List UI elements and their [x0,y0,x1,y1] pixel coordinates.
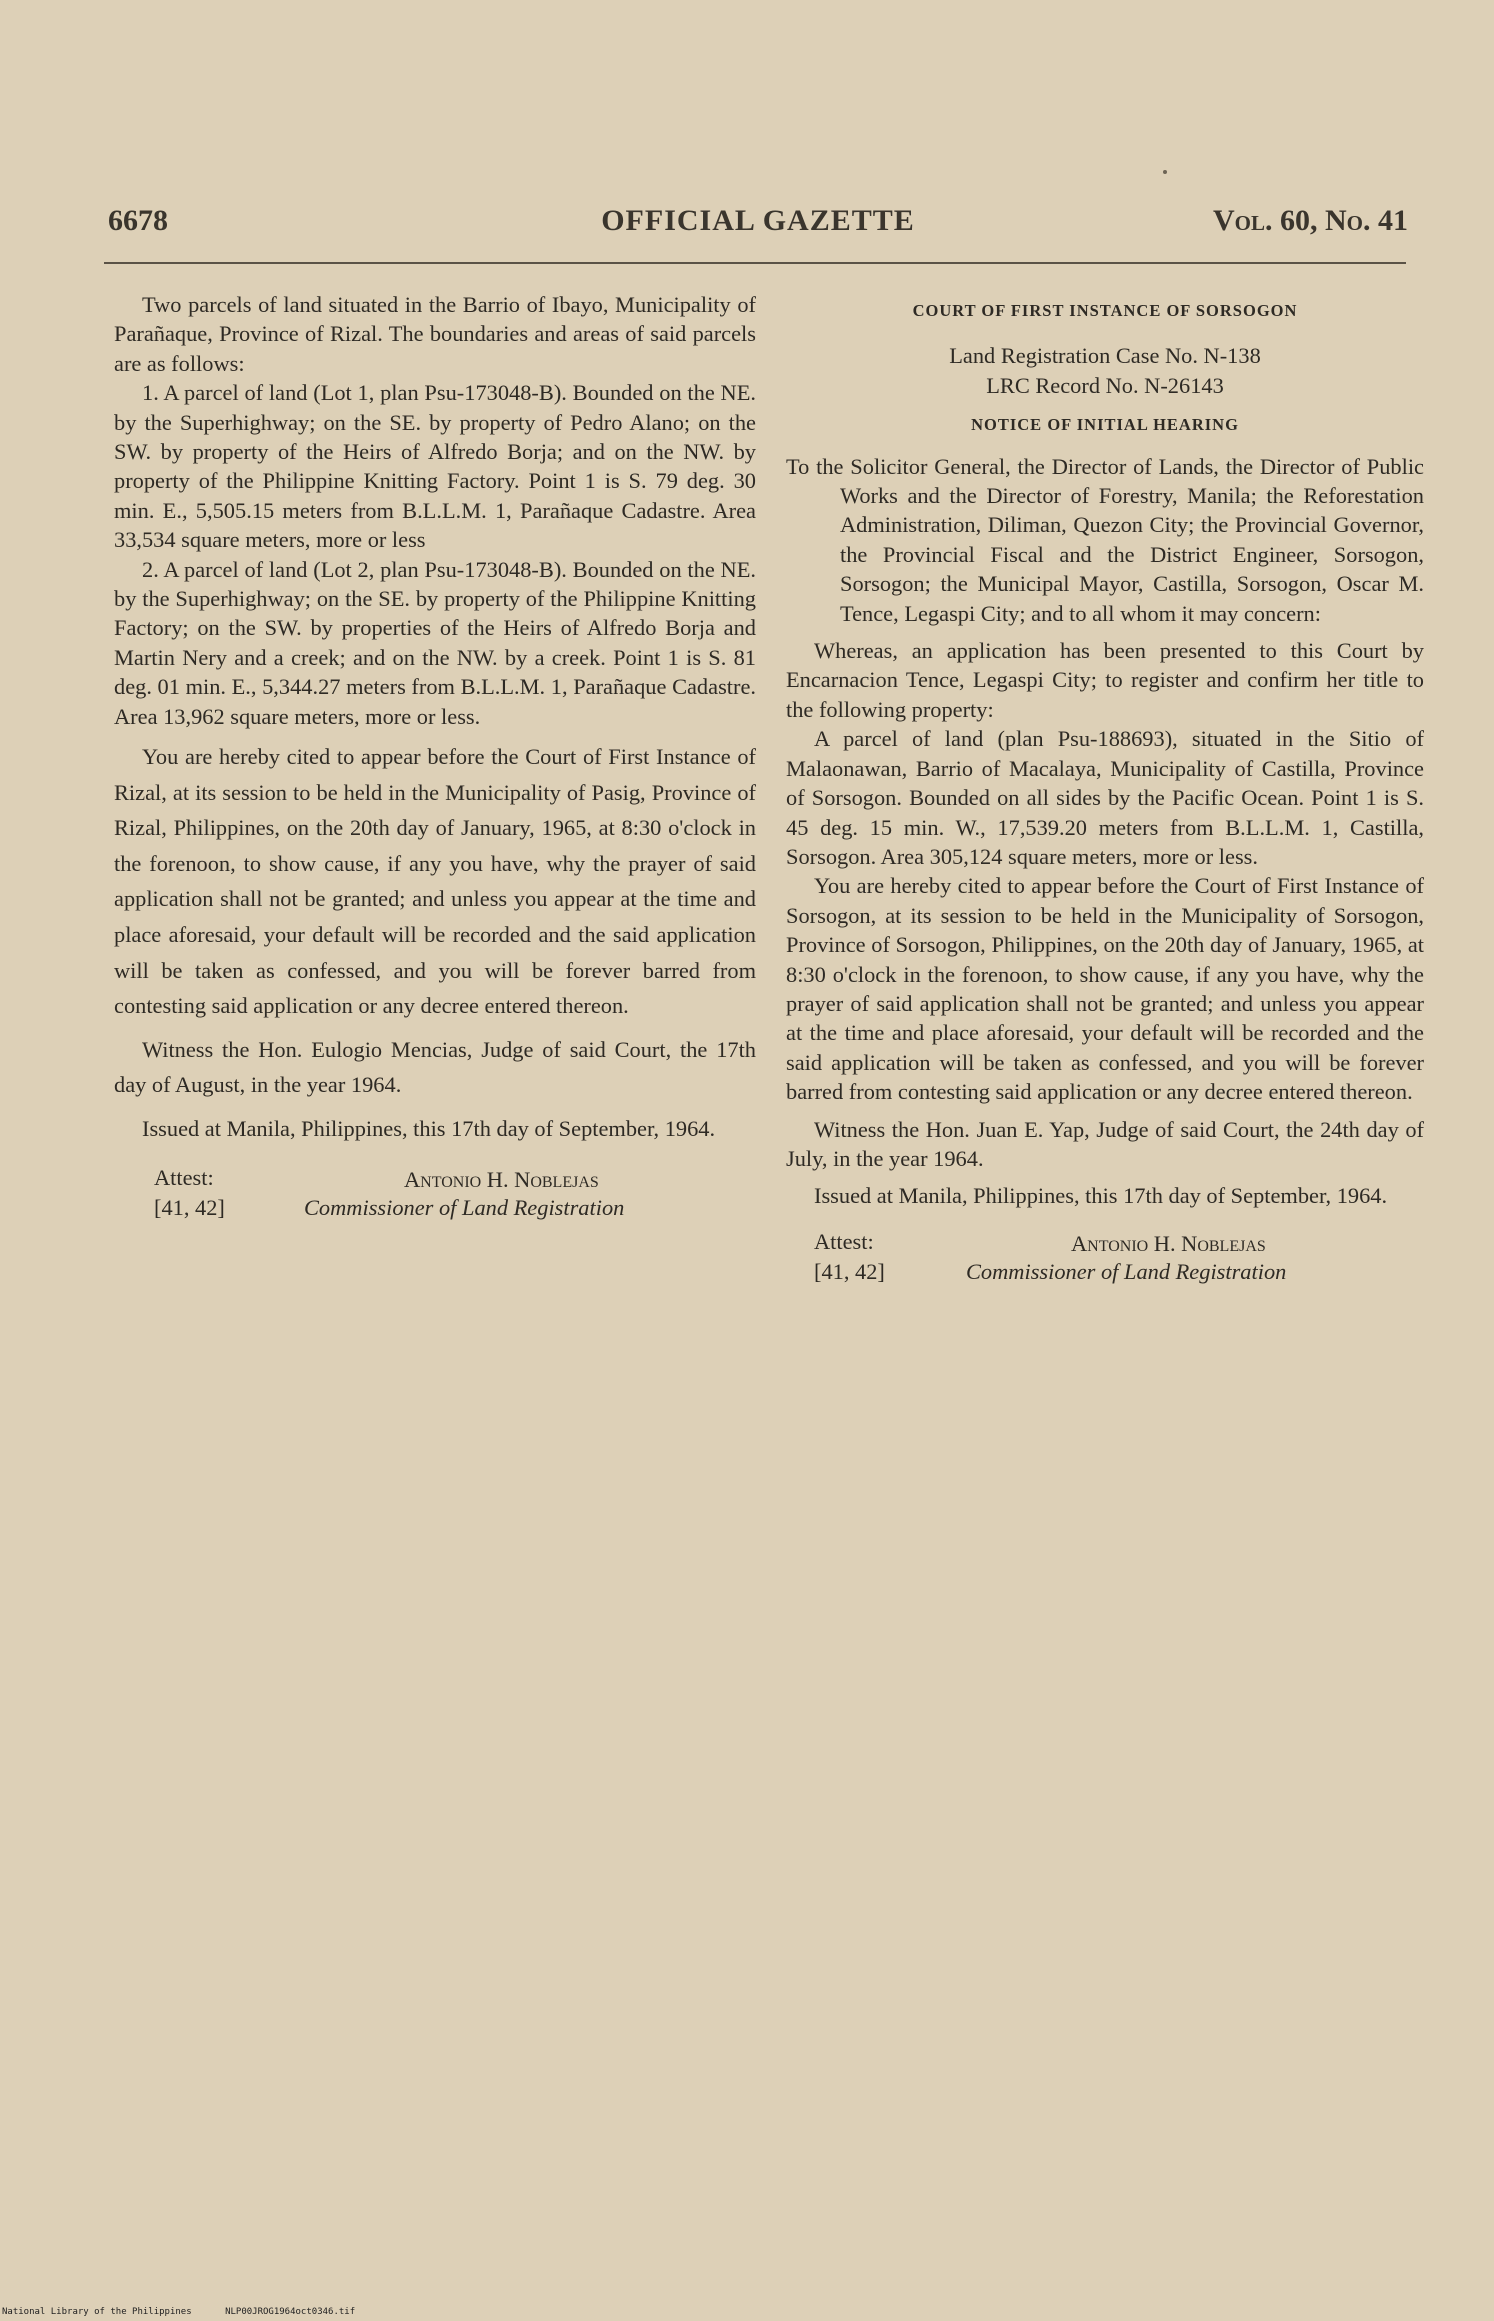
signer-name: Antonio H. Noblejas [404,1166,599,1192]
page-header [108,204,1408,252]
left-column [114,290,756,1227]
attestation-block [786,1227,1424,1291]
attest-label: Attest: [154,1164,214,1190]
parcels-intro: Two parcels of land situated in the Barrio of Ibayo, Municipality of Parañaque, Province of Rizal. The boundaries and areas of said parcels are as follows: [114,292,756,376]
witness-paragraph: Witness the Hon. Eulogio Mencias, Judge of said Court, the 17th day of August, in the year 1964. [114,1036,756,1098]
whereas-paragraph: Whereas, an application has been presented to this Court by Encarnacion Tence, Legaspi City; to register and confirm her title to the following property: [786,638,1424,722]
header-rule [104,262,1406,264]
library-credit: National Library of the Philippines [2,2307,192,2317]
volume-number: Vol. 60, No. 41 [1212,204,1408,237]
citation-paragraph: You are hereby cited to appear before the Court of First Instance of Rizal, at its session to be held in the Municipality of Pasig, Province of Rizal, Philippines, on the 20th day of January, 1965, at 8:30 o'clock in the forenoon, to show cause, if any you have, why the prayer of said application shall not be granted; and unless you appear at the time and place aforesaid, your default will be recorded and the said application will be taken as confessed, and you will be forever barred from contesting said application or any decree entered thereon. [114,744,756,1019]
page-number: 6678 [108,204,168,237]
witness-paragraph: Witness the Hon. Juan E. Yap, Judge of said Court, the 24th day of July, in the year 1964. [786,1116,1424,1171]
right-column [786,290,1424,1291]
addressees-paragraph: To the Solicitor General, the Director of Lands, the Director of Public Works and the Director of Forestry, Manila; the Reforestation Administration, Diliman, Quezon City; the Provincial Governor, the Provincial Fiscal and the District Engineer, Sorsogon, Sorsogon; the Municipal Mayor, Castilla, Sorsogon, Oscar M. Tence, Legaspi City; and to all whom it may concern: [786,453,1424,626]
issue-reference: [41, 42] [814,1258,885,1284]
scan-filename: NLP00JROG1964oct0346.tif [225,2307,356,2317]
court-heading: COURT OF FIRST INSTANCE OF SORSOGON [912,301,1298,320]
gazette-title: OFFICIAL GAZETTE [601,204,915,237]
citation-paragraph: You are hereby cited to appear before the Court of First Instance of Sorsogon, at its session to be held in the Municipality of Sorsogon, Province of Sorsogon, Philippines, on the 20th day of January, 1965, at 8:30 o'clock in the forenoon, to show cause, if any you have, why the prayer of said application shall not be granted; and unless you appear at the time and place aforesaid, your default will be recorded and the said application will be taken as confessed, and you will be forever barred from contesting said application or any decree entered thereon. [786,873,1424,1105]
signer-name: Antonio H. Noblejas [1071,1230,1266,1256]
attestation-block [114,1163,756,1227]
issue-reference: [41, 42] [154,1194,225,1220]
parcel-1-description: 1. A parcel of land (Lot 1, plan Psu-173048-B). Bounded on the NE. by the Superhighway; on the SE. by property of Pedro Alano; on the SW. by property of the Heirs of Alfredo Borja; and on the NW. by property of the Philippine Knitting Factory. Point 1 is S. 79 deg. 30 min. E., 5,505.15 meters from B.L.L.M. 1, Parañaque Cadastre. Area 33,534 square meters, more or less [114,380,756,553]
parcel-2-description: 2. A parcel of land (Lot 2, plan Psu-173048-B). Bounded on the NE. by the Superhighway; on the SE. by property of the Philippine Knitting Factory; on the SW. by properties of the Heirs of Alfredo Borja and Martin Nery and a creek; and on the NW. by a creek. Point 1 is S. 81 deg. 01 min. E., 5,344.27 meters from B.L.L.M. 1, Parañaque Cadastre. Area 13,962 square meters, more or less. [114,556,756,729]
notice-heading: NOTICE OF INITIAL HEARING [971,415,1239,435]
parcel-description: A parcel of land (plan Psu-188693), situated in the Sitio of Malaonawan, Barrio of Macalaya, Municipality of Castilla, Province of Sorsogon. Bounded on all sides by the Pacific Ocean. Point 1 is S. 45 deg. 15 min. W., 17,539.20 meters from B.L.L.M. 1, Castilla, Sorsogon. Area 305,124 square meters, more or less. [786,726,1424,869]
signer-title: Commissioner of Land Registration [966,1258,1287,1284]
lrc-record-number: LRC Record No. N-26143 [986,372,1224,398]
scan-footer [2,2307,383,2317]
paper-fleck [1163,170,1167,174]
issued-paragraph: Issued at Manila, Philippines, this 17th day of September, 1964. [814,1183,1388,1209]
attest-label: Attest: [814,1228,874,1254]
case-number: Land Registration Case No. N-138 [949,343,1261,369]
signer-title: Commissioner of Land Registration [304,1194,625,1220]
issued-paragraph: Issued at Manila, Philippines, this 17th day of September, 1964. [142,1116,716,1142]
